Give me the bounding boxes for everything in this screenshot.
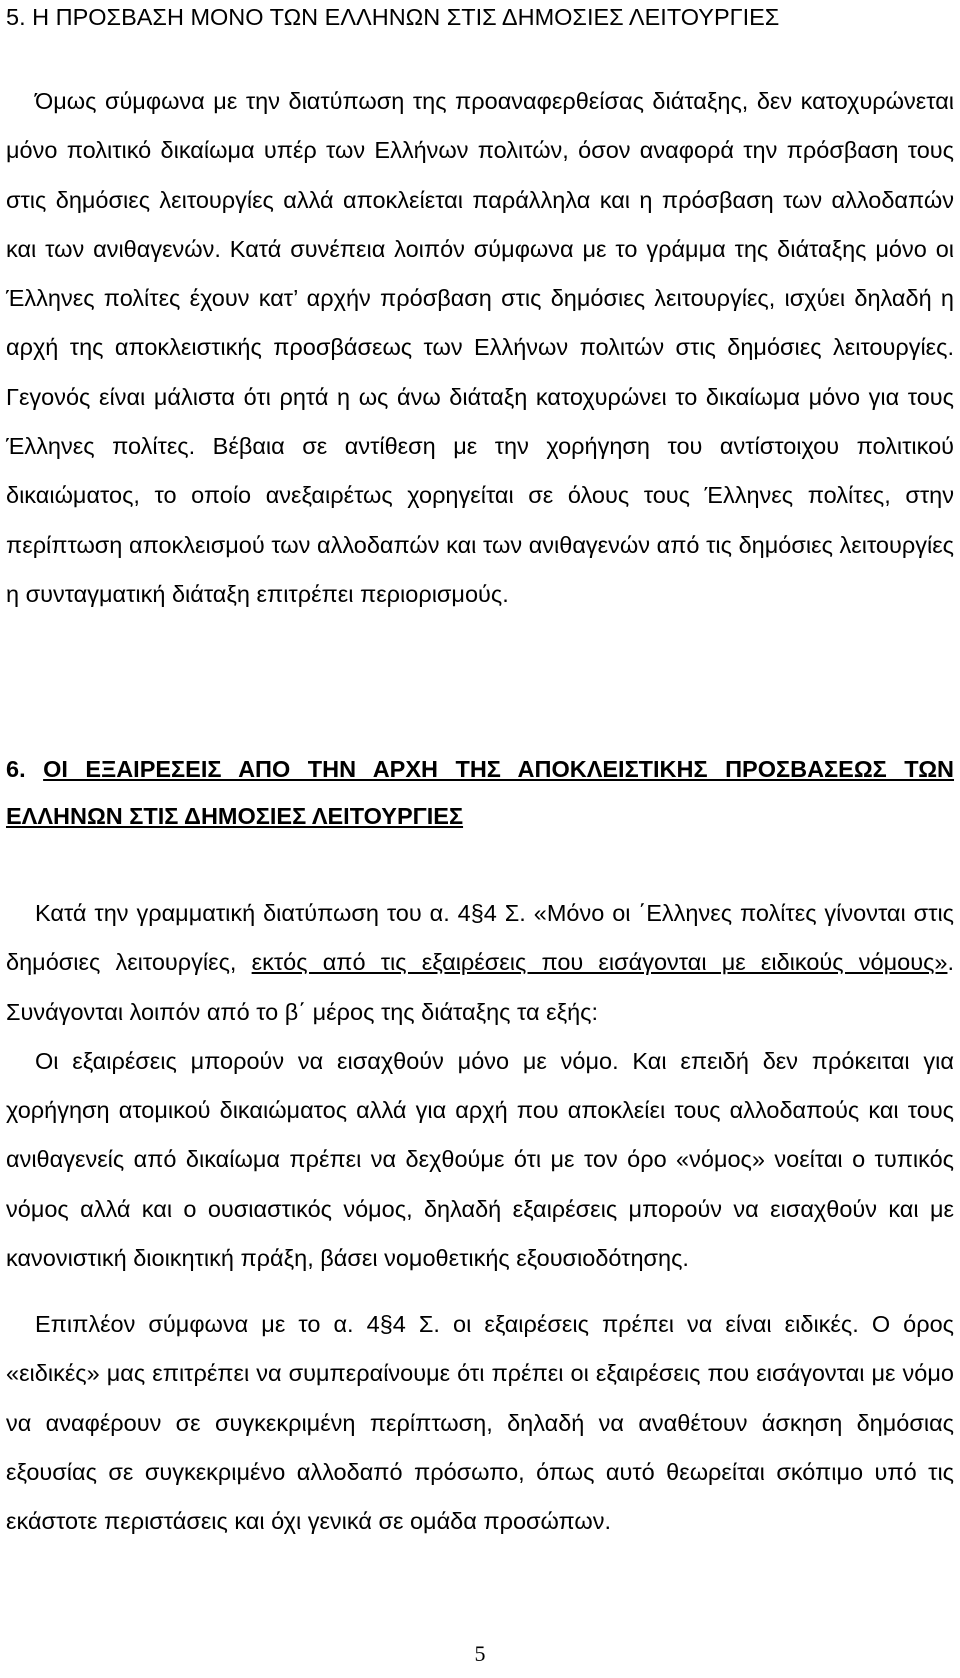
section-5-heading: 5. Η ΠΡΟΣΒΑΣΗ ΜΟΝΟ ΤΩΝ ΕΛΛΗΝΩΝ ΣΤΙΣ ΔΗΜΟΣΙΕΣ ΛΕΙΤΟΥΡΓΙΕΣ	[6, 4, 780, 30]
paragraph-1-start: Κατά την γραμματική διατύπωση του α. 4§4 Σ. «Μόνο οι ΄Ελληνες πολίτες γίνονται στις δημόσιες λειτουργίες,	[6, 900, 954, 976]
section-6-paragraph-1	[6, 889, 954, 1283]
paragraph-1-middle: . Συνάγονται λοιπόν από το β΄ μέρος της διάταξης τα εξής:	[6, 949, 954, 1025]
section-6-title: ΟΙ ΕΞΑΙΡΕΣΕΙΣ ΑΠΟ ΤΗΝ ΑΡΧΗ ΤΗΣ ΑΠΟΚΛΕΙΣΤΙΚΗΣ ΠΡΟΣΒΑΣΕΩΣ ΤΩΝ ΕΛΛΗΝΩΝ ΣΤΙΣ ΔΗΜΟΣΙΕΣ ΛΕΙΤΟΥΡΓΙΕΣ	[6, 756, 955, 829]
page-number: 5	[474, 1641, 486, 1666]
section-5-paragraph: Όμως σύμφωνα με την διατύπωση της προαναφερθείσας διάταξης, δεν κατοχυρώνεται μόνο πολιτικό δικαίωμα υπέρ των Ελλήνων πολιτών, όσον αναφορά την πρόσβαση τους στις δημόσιες λειτουργίες αλλά αποκλείεται παράλληλα και η πρόσβαση των αλλοδαπών και των ανιθαγενών. Κατά συνέπεια λοιπόν σύμφωνα με το γράμμα της διάταξης μόνο οι Έλληνες πολίτες έχουν κατ’ αρχήν πρόσβαση στις δημόσιες λειτουργίες, ισχύει δηλαδή η αρχή της αποκλειστικής προσβάσεως των Ελλήνων πολιτών στις δημόσιες λειτουργίες. Γεγονός είναι μάλιστα ότι ρητά η ως άνω διάταξη κατοχυρώνει το δικαίωμα μόνο για τους Έλληνες πολίτες. Βέβαια σε αντίθεση με την χορήγηση του αντίστοιχου πολιτικού δικαιώματος, το οποίο ανεξαιρέτως χορηγείται σε όλους τους Έλληνες πολίτες, στην περίπτωση αποκλεισμού των αλλοδαπών και των ανιθαγενών από τις δημόσιες λειτουργίες η συνταγματική διάταξη επιτρέπει περιορισμούς.	[6, 88, 954, 607]
section-6-number: 6.	[6, 756, 26, 782]
document-page	[6, 0, 954, 1678]
section-6-paragraph-2: Επιπλέον σύμφωνα με το α. 4§4 Σ. οι εξαιρέσεις πρέπει να είναι ειδικές. Ο όρος «ειδικές» μας επιτρέπει να συμπεραίνουμε ότι πρέπει οι εξαιρέσεις που εισάγονται με νόμο να αναφέρουν σε συγκεκριμένη περίπτωση, δηλαδή να αναθέτουν άσκηση δημόσιας εξουσίας σε συγκεκριμένο αλλοδαπό πρόσωπο, όπως αυτό θεωρείται σκόπιμο υπό τις εκάστοτε περιστάσεις και όχι γενικά σε ομάδα προσώπων.	[6, 1311, 954, 1535]
section-6-heading	[6, 746, 954, 840]
paragraph-1-rest: Οι εξαιρέσεις μπορούν να εισαχθούν μόνο με νόμο. Και επειδή δεν πρόκειται για χορήγηση ατομικού δικαιώματος αλλά για αρχή που αποκλείει τους αλλοδαπούς και τους ανιθαγενείς από δικαίωμα πρέπει να δεχθούμε ότι με τον όρο «νόμος» νοείται ο τυπικός νόμος αλλά και ο ουσιαστικός νόμος, δηλαδή εξαιρέσεις μπορούν να εισαχθούν και με κανονιστική διοικητική πράξη, βάσει νομοθετικής εξουσιοδότησης.	[6, 1047, 954, 1272]
paragraph-1-underlined-quote: εκτός από τις εξαιρέσεις που εισάγονται με ειδικούς νόμους»	[251, 949, 948, 976]
